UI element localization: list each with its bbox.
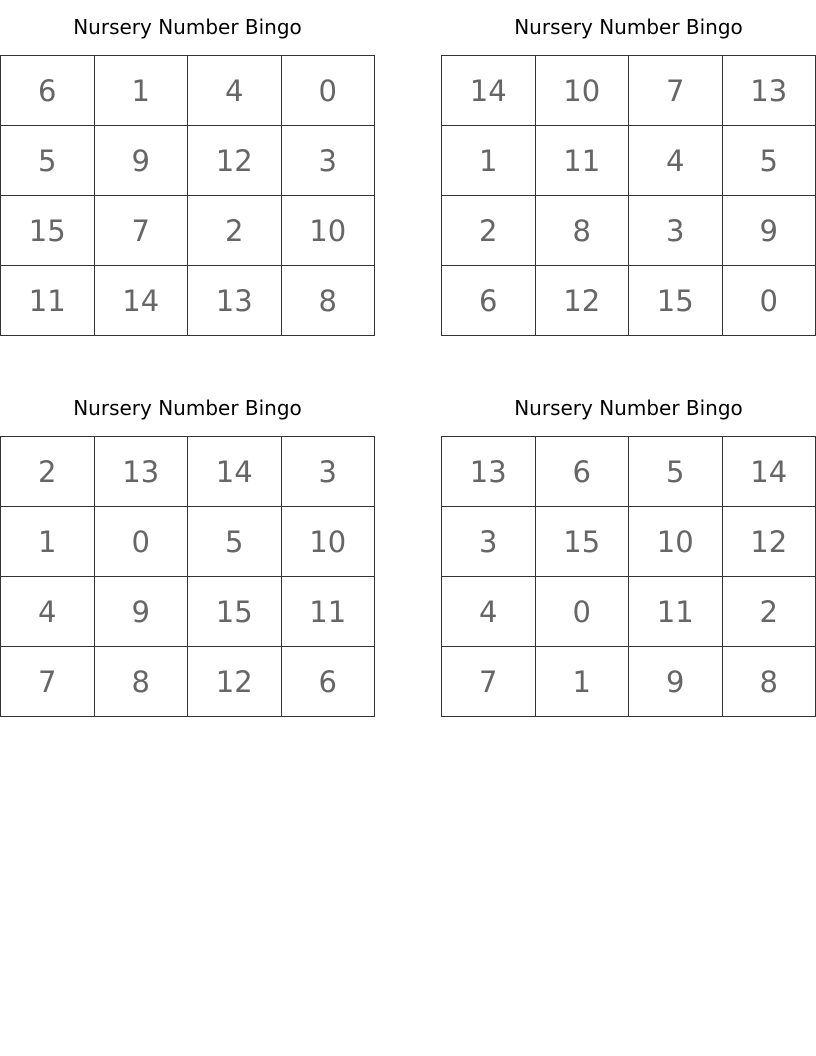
bingo-cell: 0 (723, 266, 816, 336)
bingo-cell: 3 (282, 126, 376, 196)
bingo-cell: 2 (723, 577, 816, 647)
bingo-card-title: Nursery Number Bingo (73, 396, 302, 420)
bingo-cell: 1 (95, 56, 189, 126)
bingo-cell: 2 (188, 196, 282, 266)
bingo-grid (0, 436, 375, 717)
bingo-cell: 7 (95, 196, 189, 266)
bingo-cell: 8 (536, 196, 630, 266)
bingo-cell: 2 (442, 196, 536, 266)
bingo-cell: 13 (442, 437, 536, 507)
bingo-cell: 7 (1, 647, 95, 717)
bingo-cell: 15 (188, 577, 282, 647)
bingo-cell: 8 (95, 647, 189, 717)
bingo-cell: 5 (629, 437, 723, 507)
bingo-grid (441, 436, 816, 717)
bingo-card (441, 381, 816, 717)
bingo-cell: 5 (188, 507, 282, 577)
bingo-cell: 15 (629, 266, 723, 336)
bingo-card (0, 381, 375, 717)
bingo-cell: 6 (282, 647, 376, 717)
bingo-cell: 12 (188, 647, 282, 717)
bingo-cell: 9 (723, 196, 816, 266)
bingo-cell: 11 (536, 126, 630, 196)
bingo-cell: 5 (723, 126, 816, 196)
bingo-cell: 6 (442, 266, 536, 336)
bingo-cell: 4 (442, 577, 536, 647)
bingo-cell: 9 (629, 647, 723, 717)
bingo-cell: 4 (188, 56, 282, 126)
bingo-cell: 0 (282, 56, 376, 126)
bingo-cell: 1 (1, 507, 95, 577)
bingo-cell: 3 (442, 507, 536, 577)
bingo-cell: 8 (282, 266, 376, 336)
bingo-cell: 6 (1, 56, 95, 126)
bingo-card-title: Nursery Number Bingo (73, 15, 302, 39)
bingo-cell: 12 (188, 126, 282, 196)
bingo-cell: 4 (629, 126, 723, 196)
bingo-cell: 2 (1, 437, 95, 507)
bingo-cell: 6 (536, 437, 630, 507)
bingo-cell: 3 (282, 437, 376, 507)
bingo-cell: 14 (442, 56, 536, 126)
bingo-grid (441, 55, 816, 336)
bingo-cell: 12 (723, 507, 816, 577)
bingo-card (0, 0, 375, 336)
bingo-cell: 7 (442, 647, 536, 717)
bingo-cell: 4 (1, 577, 95, 647)
bingo-cell: 15 (536, 507, 630, 577)
bingo-cell: 13 (188, 266, 282, 336)
bingo-cell: 15 (1, 196, 95, 266)
bingo-card-title: Nursery Number Bingo (514, 396, 743, 420)
bingo-cell: 9 (95, 126, 189, 196)
bingo-cell: 0 (536, 577, 630, 647)
bingo-cell: 1 (442, 126, 536, 196)
bingo-cell: 10 (282, 507, 376, 577)
bingo-cell: 10 (282, 196, 376, 266)
bingo-grid (0, 55, 375, 336)
bingo-cell: 1 (536, 647, 630, 717)
bingo-cell: 3 (629, 196, 723, 266)
bingo-cell: 8 (723, 647, 816, 717)
bingo-cell: 14 (723, 437, 816, 507)
bingo-cell: 9 (95, 577, 189, 647)
bingo-cell: 5 (1, 126, 95, 196)
bingo-cell: 0 (95, 507, 189, 577)
bingo-card (441, 0, 816, 336)
bingo-cell: 11 (1, 266, 95, 336)
bingo-cell: 10 (536, 56, 630, 126)
bingo-cell: 11 (282, 577, 376, 647)
bingo-cell: 10 (629, 507, 723, 577)
bingo-cell: 14 (188, 437, 282, 507)
bingo-cell: 13 (723, 56, 816, 126)
bingo-cell: 12 (536, 266, 630, 336)
bingo-card-title: Nursery Number Bingo (514, 15, 743, 39)
bingo-cell: 7 (629, 56, 723, 126)
bingo-cell: 11 (629, 577, 723, 647)
bingo-cell: 14 (95, 266, 189, 336)
bingo-cell: 13 (95, 437, 189, 507)
